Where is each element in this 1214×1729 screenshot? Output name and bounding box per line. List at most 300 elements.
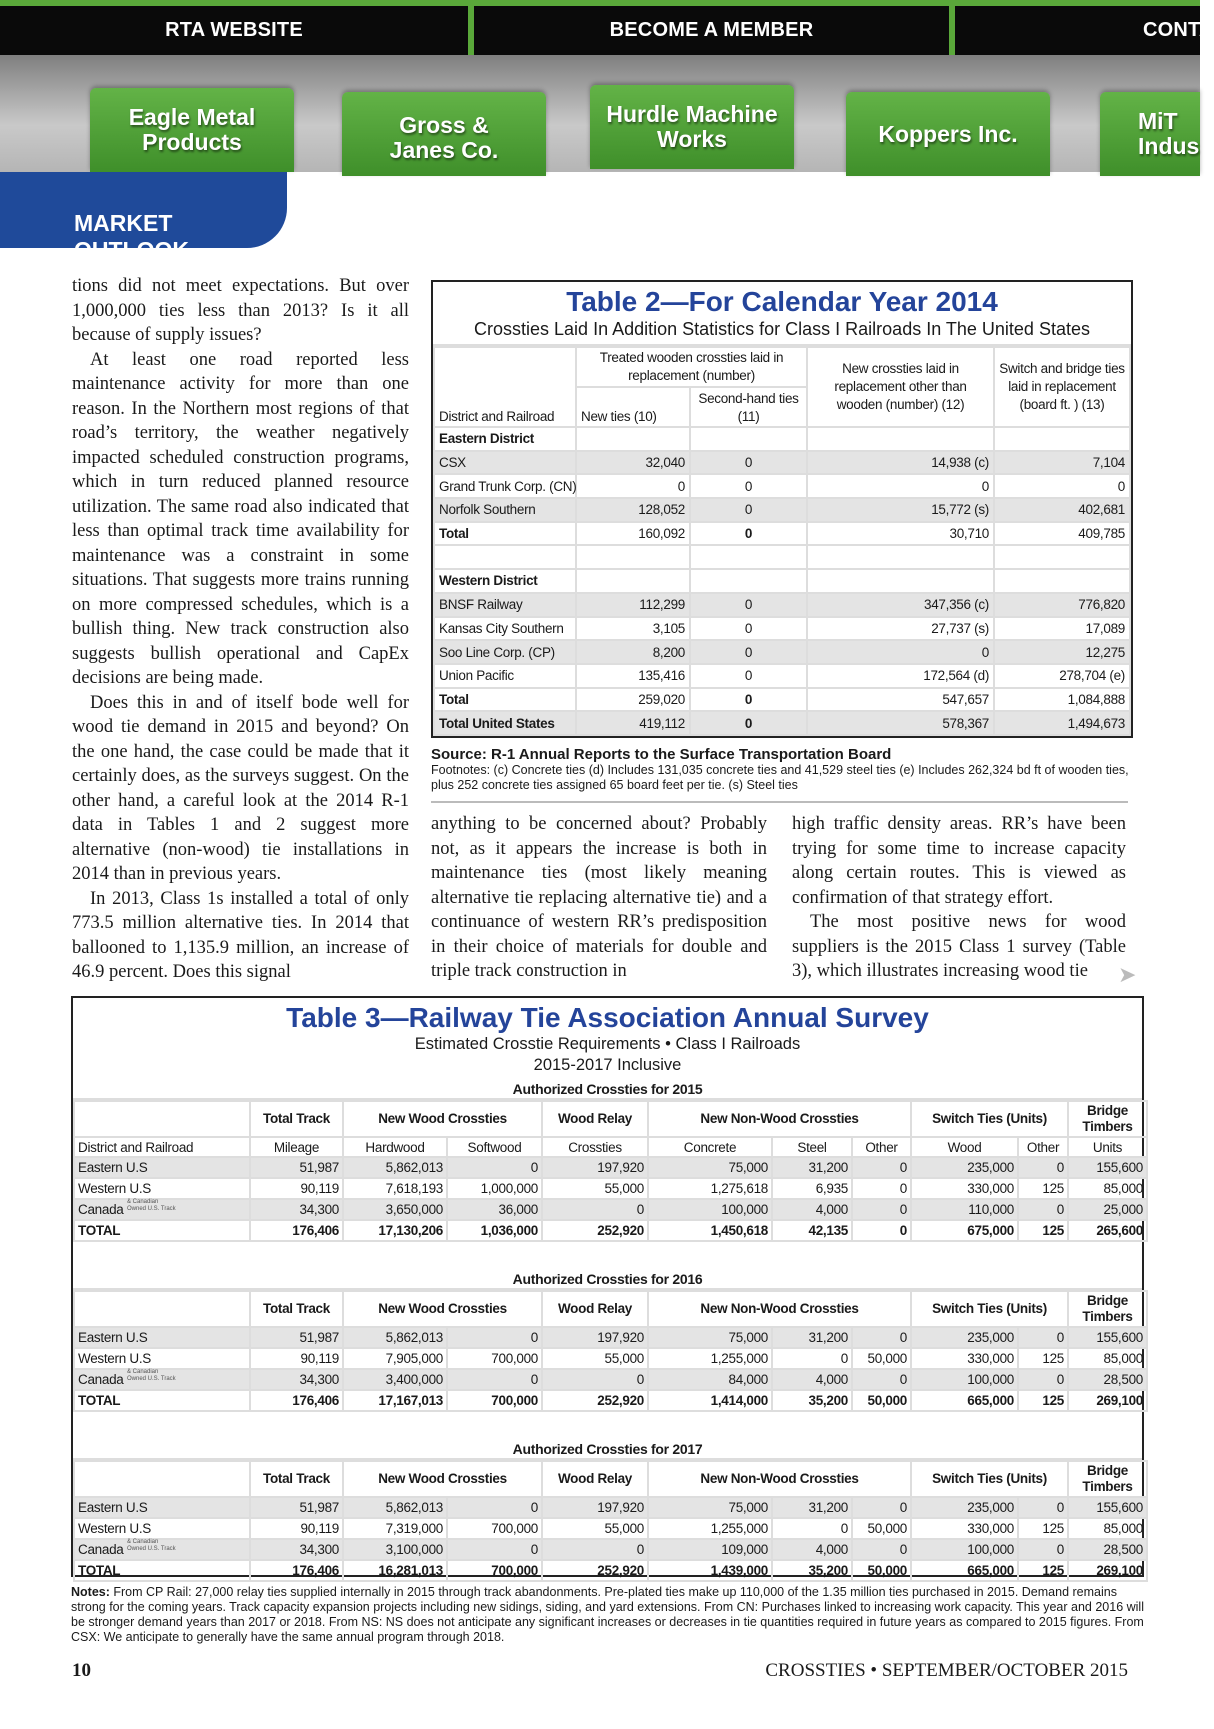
cell: 0 — [1018, 1539, 1068, 1560]
table-3-sections — [73, 1076, 1142, 1582]
section-title: Authorized Crossties for 2016 — [73, 1266, 1142, 1290]
cell: 75,000 — [648, 1327, 772, 1348]
sponsor-label: Works — [657, 126, 727, 152]
cell: 7,104 — [994, 451, 1130, 475]
table-row — [434, 640, 1130, 664]
cell: 665,000 — [911, 1390, 1018, 1411]
cell: 85,000 — [1068, 1348, 1147, 1369]
nav-become-member[interactable]: BECOME A MEMBER — [474, 6, 955, 55]
cell: 85,000 — [1068, 1178, 1147, 1199]
cell: 3,650,000 — [343, 1199, 447, 1220]
cell: 1,439,000 — [648, 1560, 772, 1581]
cell: 31,200 — [772, 1497, 852, 1518]
subheader-row — [74, 1137, 1147, 1157]
table-row — [74, 1327, 1147, 1348]
railroad-name: Eastern U.S — [74, 1327, 250, 1348]
railroad-name — [74, 1369, 250, 1390]
cell: 0 — [852, 1327, 911, 1348]
table-2-source — [431, 746, 1131, 793]
section-title: Authorized Crossties for 2015 — [73, 1076, 1142, 1100]
cell: 0 — [690, 640, 807, 664]
cell: 160,092 — [576, 522, 690, 546]
group-header: New Non-Wood Crossties — [648, 1291, 911, 1327]
table-row — [434, 617, 1130, 641]
table-row — [434, 474, 1130, 498]
sponsor-gross-janes[interactable] — [342, 92, 546, 176]
table-row — [434, 522, 1130, 546]
cell: 1,000,000 — [447, 1178, 542, 1199]
cell: 197,920 — [542, 1497, 648, 1518]
cell: 665,000 — [911, 1560, 1018, 1581]
sponsor-label: MiT — [1138, 108, 1178, 134]
cell: 100,000 — [648, 1199, 772, 1220]
paragraph: tions did not meet expectations. But over 1,000,000 ties less than 2013? Is it all because of supply issues? — [72, 276, 409, 345]
cell: 0 — [690, 711, 807, 735]
sponsor-mitek[interactable] — [1100, 92, 1200, 176]
table-3-subtitle: Estimated Crosstie Requirements • Class I Railroads — [414, 1035, 801, 1053]
railroad-name: Western U.S — [74, 1178, 250, 1199]
group-header: Switch Ties (Units) — [911, 1291, 1068, 1327]
nav-rta-website[interactable]: RTA WEBSITE — [0, 6, 474, 55]
cell: 700,000 — [447, 1560, 542, 1581]
table-row — [434, 451, 1130, 475]
cell: 700,000 — [447, 1390, 542, 1411]
table-3-title: Table 3—Railway Tie Association Annual Survey — [286, 1002, 929, 1033]
group-header: Bridge Timbers — [1068, 1291, 1147, 1327]
group-header: Total Track — [250, 1101, 343, 1137]
cell: 155,600 — [1068, 1497, 1147, 1518]
table-row — [434, 498, 1130, 522]
subheader: Other — [1018, 1137, 1068, 1157]
subheader: Other — [852, 1137, 911, 1157]
cell: 0 — [447, 1369, 542, 1390]
cell: 128,052 — [576, 498, 690, 522]
cell: 235,000 — [911, 1327, 1018, 1348]
sponsor-label: Janes Co. — [389, 137, 499, 163]
railroad-name: Total United States — [434, 711, 576, 735]
table-row — [74, 1348, 1147, 1369]
railroad-name: Soo Line Corp. (CP) — [434, 640, 576, 664]
cell: 90,119 — [250, 1348, 343, 1369]
sponsor-band — [0, 55, 1200, 172]
cell: 269,100 — [1068, 1390, 1147, 1411]
district-label: Western District — [434, 569, 576, 593]
cell: 0 — [772, 1348, 852, 1369]
section-title: Authorized Crossties for 2017 — [73, 1436, 1142, 1460]
sponsor-eagle-metal[interactable] — [90, 88, 294, 172]
cell: 235,000 — [911, 1157, 1018, 1178]
cell: 1,494,673 — [994, 711, 1130, 735]
cell: 252,920 — [542, 1220, 648, 1241]
cell: 0 — [447, 1157, 542, 1178]
cell: 34,300 — [250, 1369, 343, 1390]
group-header: New Non-Wood Crossties — [648, 1461, 911, 1497]
railroad-name: Union Pacific — [434, 664, 576, 688]
cell: 0 — [1018, 1369, 1068, 1390]
subheader: Softwood — [447, 1137, 542, 1157]
cell: 35,200 — [772, 1390, 852, 1411]
left-column — [72, 274, 409, 985]
cell: 12,275 — [994, 640, 1130, 664]
cell: 27,737 (s) — [807, 617, 994, 641]
cell: 155,600 — [1068, 1327, 1147, 1348]
cell: 197,920 — [542, 1327, 648, 1348]
cell: 330,000 — [911, 1178, 1018, 1199]
group-header-row — [74, 1101, 1147, 1137]
cell: 50,000 — [852, 1348, 911, 1369]
cell: 419,112 — [576, 711, 690, 735]
railroad-name: TOTAL — [74, 1390, 250, 1411]
cell: 700,000 — [447, 1518, 542, 1539]
table-row — [434, 593, 1130, 617]
cell: 0 — [807, 474, 994, 498]
cell: 1,450,618 — [648, 1220, 772, 1241]
railroad-name: Total — [434, 522, 576, 546]
railroad-name: Kansas City Southern — [434, 617, 576, 641]
table-row — [434, 711, 1130, 735]
cell: 35,200 — [772, 1560, 852, 1581]
cell: 330,000 — [911, 1348, 1018, 1369]
subheader: Hardwood — [343, 1137, 447, 1157]
cell: 0 — [542, 1369, 648, 1390]
footnotes-text: Footnotes: (c) Concrete ties (d) Includes 131,035 concrete ties and 41,529 steel ties (e) Includes 262,324 bd ft of wooden ties, plus 252 concrete ties assigned 65 board feet per tie. (s) Steel ties — [431, 763, 1129, 792]
cell: 176,406 — [250, 1560, 343, 1581]
source-text: Source: R-1 Annual Reports to the Surface Transportation Board — [431, 746, 892, 763]
railroad-name: Eastern U.S — [74, 1497, 250, 1518]
railroad-name — [74, 1539, 250, 1560]
paragraph: At least one road reported less maintenance activity for more than one reason. In the Northern most regions of that road’s territory, the weather negatively impacted scheduled construction programs, which in turn reduced planned resource utilization. The same road also indicated that less than optimal track time availability for maintenance was a constraint in some situations. That suggests more trains running on more compressed schedules, which is a bullish thing. New track construction also suggests bullish operational and CapEx decisions are being made. — [72, 349, 409, 688]
group-header: Wood Relay — [542, 1101, 648, 1137]
cell: 14,938 (c) — [807, 451, 994, 475]
group-header-row — [74, 1291, 1147, 1327]
cell: 0 — [447, 1327, 542, 1348]
cell: 700,000 — [447, 1348, 542, 1369]
cell: 0 — [1018, 1199, 1068, 1220]
cell: 15,772 (s) — [807, 498, 994, 522]
cell: 0 — [576, 474, 690, 498]
paragraph: anything to be concerned about? Probably not, as it appears the increase is both in maintenance ties (most likely meaning alternative tie replacing alternative tie) and a continuance of western RR’s predisposition in their choice of materials for double and triple track construction in — [431, 814, 767, 981]
cell: 25,000 — [1068, 1199, 1147, 1220]
cell: 347,356 (c) — [807, 593, 994, 617]
group-header: Wood Relay — [542, 1291, 648, 1327]
table-row — [74, 1539, 1147, 1560]
table-3-subtitle: 2015-2017 Inclusive — [533, 1056, 682, 1074]
cell: 6,935 — [772, 1178, 852, 1199]
cell: 34,300 — [250, 1199, 343, 1220]
paragraph: high traffic density areas. RR’s have been trying for some time to increase capacity along certain routes. This is viewed as confirmation of that strategy effort. — [792, 814, 1126, 908]
cell: 55,000 — [542, 1518, 648, 1539]
cell: 0 — [807, 640, 994, 664]
table-3-notes — [71, 1585, 1144, 1645]
cell: 5,862,013 — [343, 1497, 447, 1518]
cell: 125 — [1018, 1348, 1068, 1369]
col-header: Switch and bridge ties laid in replacement (board ft. ) (13) — [994, 347, 1130, 427]
cell: 51,987 — [250, 1497, 343, 1518]
notes-text: From CP Rail: 27,000 relay ties supplied internally in 2015 through track abandonments. Pre-plated ties make up 110,000 of the 1.35 million ties purchased in 2015. Demand remains strong for the coming years. Track capacity expansion projects including new sidings, siding, and yard extensions. From CN: Purchases linked to increasing work capacity. This year and 2016 will be stronger demand years than 2017 or 2018. From NS: NS does not anticipate any significant increases or decreases in tie quantities required in future years as compared to 2015 figures. From CSX: We anticipate to generally have the same annual program through 2018. — [71, 1585, 1144, 1644]
cell: 1,084,888 — [994, 688, 1130, 712]
right-column — [792, 812, 1126, 984]
railroad-label: Canada — [78, 1372, 124, 1387]
cell: 51,987 — [250, 1327, 343, 1348]
cell: 17,089 — [994, 617, 1130, 641]
cell: 31,200 — [772, 1327, 852, 1348]
canada-note: & Canadian Owned U.S. Track — [127, 1369, 176, 1382]
subheader: Concrete — [648, 1137, 772, 1157]
cell: 50,000 — [852, 1518, 911, 1539]
cell: 252,920 — [542, 1390, 648, 1411]
group-header: Switch Ties (Units) — [911, 1461, 1068, 1497]
subheader: Crossties — [542, 1137, 648, 1157]
railroad-name: TOTAL — [74, 1220, 250, 1241]
cell: 0 — [690, 522, 807, 546]
sponsor-label: Products — [142, 129, 242, 155]
cell: 0 — [772, 1518, 852, 1539]
continue-arrow-icon: ➤ — [1118, 962, 1137, 987]
subheader: District and Railroad — [74, 1137, 250, 1157]
railroad-name: Western U.S — [74, 1348, 250, 1369]
cell: 0 — [852, 1199, 911, 1220]
cell: 28,500 — [1068, 1539, 1147, 1560]
cell: 265,600 — [1068, 1220, 1147, 1241]
cell: 176,406 — [250, 1220, 343, 1241]
cell: 0 — [994, 474, 1130, 498]
group-header: Bridge Timbers — [1068, 1101, 1147, 1137]
subheader: Mileage — [250, 1137, 343, 1157]
railroad-name: Total — [434, 688, 576, 712]
sponsor-koppers[interactable] — [846, 92, 1050, 176]
railroad-name: CSX — [434, 451, 576, 475]
cell: 125 — [1018, 1518, 1068, 1539]
cell: 90,119 — [250, 1178, 343, 1199]
cell: 155,600 — [1068, 1157, 1147, 1178]
cell: 1,255,000 — [648, 1518, 772, 1539]
cell: 0 — [690, 664, 807, 688]
railroad-name: Norfolk Southern — [434, 498, 576, 522]
cell: 36,000 — [447, 1199, 542, 1220]
cell: 0 — [852, 1539, 911, 1560]
cell: 112,299 — [576, 593, 690, 617]
cell: 5,862,013 — [343, 1157, 447, 1178]
cell: 7,319,000 — [343, 1518, 447, 1539]
group-header: New Non-Wood Crossties — [648, 1101, 911, 1137]
cell: 0 — [447, 1539, 542, 1560]
cell: 675,000 — [911, 1220, 1018, 1241]
cell: 84,000 — [648, 1369, 772, 1390]
cell: 16,281,013 — [343, 1560, 447, 1581]
cell: 1,255,000 — [648, 1348, 772, 1369]
cell: 0 — [690, 498, 807, 522]
cell: 5,862,013 — [343, 1327, 447, 1348]
group-header: Switch Ties (Units) — [911, 1101, 1068, 1137]
cell: 17,167,013 — [343, 1390, 447, 1411]
canada-note: & Canadian Owned U.S. Track — [127, 1199, 176, 1212]
cell: 50,000 — [852, 1390, 911, 1411]
table-2 — [431, 280, 1133, 738]
group-header: New Wood Crossties — [343, 1291, 542, 1327]
cell: 1,275,618 — [648, 1178, 772, 1199]
divider — [431, 801, 1128, 803]
table-row — [74, 1390, 1147, 1411]
cell: 269,100 — [1068, 1560, 1147, 1581]
sponsor-label: Indus — [1138, 133, 1200, 159]
cell: 172,564 (d) — [807, 664, 994, 688]
cell: 776,820 — [994, 593, 1130, 617]
group-header: Bridge Timbers — [1068, 1461, 1147, 1497]
table-row — [74, 1220, 1147, 1241]
cell: 0 — [690, 617, 807, 641]
table-row — [434, 688, 1130, 712]
canada-note: & Canadian Owned U.S. Track — [127, 1539, 176, 1552]
cell: 0 — [447, 1497, 542, 1518]
cell: 1,414,000 — [648, 1390, 772, 1411]
cell: 0 — [852, 1178, 911, 1199]
table-3 — [71, 996, 1144, 1577]
railroad-name: TOTAL — [74, 1560, 250, 1581]
railroad-label: Canada — [78, 1542, 124, 1557]
cell: 125 — [1018, 1178, 1068, 1199]
table-row — [434, 664, 1130, 688]
cell: 110,000 — [911, 1199, 1018, 1220]
cell: 32,040 — [576, 451, 690, 475]
railroad-name — [74, 1199, 250, 1220]
cell: 0 — [852, 1157, 911, 1178]
cell: 578,367 — [807, 711, 994, 735]
cell: 85,000 — [1068, 1518, 1147, 1539]
cell: 0 — [1018, 1497, 1068, 1518]
cell: 7,618,193 — [343, 1178, 447, 1199]
railroad-label: Canada — [78, 1202, 124, 1217]
cell: 135,416 — [576, 664, 690, 688]
sponsor-label: Hurdle Machine — [606, 101, 778, 127]
cell: 409,785 — [994, 522, 1130, 546]
paragraph: The most positive news for wood suppliers is the 2015 Class 1 survey (Table 3), which illustrates increasing wood tie — [792, 912, 1126, 981]
group-header: New Wood Crossties — [343, 1101, 542, 1137]
group-header: Total Track — [250, 1291, 343, 1327]
page-number: 10 — [72, 1660, 91, 1681]
cell: 100,000 — [911, 1369, 1018, 1390]
cell: 0 — [690, 451, 807, 475]
sponsor-label: Koppers Inc. — [878, 120, 1018, 147]
railroad-name: Grand Trunk Corp. (CN) — [434, 474, 576, 498]
group-header: Total Track — [250, 1461, 343, 1497]
paragraph: Does this in and of itself bode well for wood tie demand in 2015 and beyond? On the one hand, the case could be made that it certainly does, as the surveys suggest. On the other hand, a careful look at the 2014 R-1 data in Tables 1 and 2 suggest more alternative (non-wood) tie installations in 2014 than in previous years. — [72, 692, 409, 884]
cell: 0 — [690, 474, 807, 498]
cell: 8,200 — [576, 640, 690, 664]
cell: 109,000 — [648, 1539, 772, 1560]
railroad-name: BNSF Railway — [434, 593, 576, 617]
cell: 0 — [690, 688, 807, 712]
table-2-subtitle: Crossties Laid In Addition Statistics for Class I Railroads In The United States — [433, 318, 1131, 346]
cell: 51,987 — [250, 1157, 343, 1178]
railroad-name: Eastern U.S — [74, 1157, 250, 1178]
cell: 4,000 — [772, 1369, 852, 1390]
cell: 0 — [852, 1497, 911, 1518]
table-row — [74, 1560, 1147, 1581]
cell: 330,000 — [911, 1518, 1018, 1539]
cell: 55,000 — [542, 1348, 648, 1369]
col-header: New ties (10) — [576, 387, 690, 427]
cell: 235,000 — [911, 1497, 1018, 1518]
railroad-name: Western U.S — [74, 1518, 250, 1539]
cell: 3,105 — [576, 617, 690, 641]
paragraph: In 2013, Class 1s installed a total of only 773.5 million alternative ties. In 2014 that ballooned to 1,135.9 million, an increase of 46.9 percent. Does this signal — [72, 888, 409, 982]
col-header: New crossties laid in replacement other than wooden (number) (12) — [807, 347, 994, 427]
cell: 30,710 — [807, 522, 994, 546]
group-header: Wood Relay — [542, 1461, 648, 1497]
cell: 252,920 — [542, 1560, 648, 1581]
cell: 125 — [1018, 1390, 1068, 1411]
table-row — [74, 1518, 1147, 1539]
table-row — [74, 1497, 1147, 1518]
cell: 197,920 — [542, 1157, 648, 1178]
cell: 4,000 — [772, 1199, 852, 1220]
survey-table-2017 — [73, 1460, 1148, 1582]
table-2-title: Table 2—For Calendar Year 2014 — [566, 286, 998, 317]
cell: 0 — [1018, 1157, 1068, 1178]
notes-label: Notes: — [71, 1585, 110, 1599]
cell: 547,657 — [807, 688, 994, 712]
publication-footer: CROSSTIES • SEPTEMBER/OCTOBER 2015 — [765, 1660, 1128, 1681]
cell: 0 — [542, 1539, 648, 1560]
middle-column — [431, 812, 767, 984]
cell: 0 — [852, 1220, 911, 1241]
cell: 259,020 — [576, 688, 690, 712]
top-nav — [0, 0, 1214, 55]
col-header-group: Treated wooden crossties laid in replacement (number) — [576, 347, 807, 387]
col-header: District and Railroad — [434, 347, 576, 427]
cell: 0 — [542, 1199, 648, 1220]
cell: 0 — [690, 593, 807, 617]
cell: 0 — [852, 1369, 911, 1390]
cell: 3,400,000 — [343, 1369, 447, 1390]
sponsor-label: Eagle Metal — [128, 104, 256, 130]
cell: 125 — [1018, 1560, 1068, 1581]
subheader: Steel — [772, 1137, 852, 1157]
survey-table-2016 — [73, 1290, 1148, 1412]
table-row — [74, 1157, 1147, 1178]
cell: 17,130,206 — [343, 1220, 447, 1241]
cell: 75,000 — [648, 1497, 772, 1518]
cell: 90,119 — [250, 1518, 343, 1539]
cell: 0 — [1018, 1327, 1068, 1348]
cell: 55,000 — [542, 1178, 648, 1199]
survey-table-2015 — [73, 1100, 1148, 1242]
cell: 3,100,000 — [343, 1539, 447, 1560]
subheader: Wood — [911, 1137, 1018, 1157]
sponsor-hurdle-machine[interactable] — [590, 85, 794, 169]
group-header: New Wood Crossties — [343, 1461, 542, 1497]
cell: 1,036,000 — [447, 1220, 542, 1241]
cell: 31,200 — [772, 1157, 852, 1178]
section-tab: MARKET OUTLOOK — [0, 172, 287, 248]
cell: 50,000 — [852, 1560, 911, 1581]
cell: 42,135 — [772, 1220, 852, 1241]
cell: 100,000 — [911, 1539, 1018, 1560]
cell: 7,905,000 — [343, 1348, 447, 1369]
district-label: Eastern District — [434, 427, 576, 451]
nav-contact[interactable]: CONTA — [1143, 19, 1214, 41]
table-row — [74, 1199, 1147, 1220]
table-row — [74, 1178, 1147, 1199]
cell: 4,000 — [772, 1539, 852, 1560]
table-row — [74, 1369, 1147, 1390]
cell: 176,406 — [250, 1390, 343, 1411]
subheader: Units — [1068, 1137, 1147, 1157]
cell: 278,704 (e) — [994, 664, 1130, 688]
sponsor-label: Gross & — [399, 112, 489, 138]
cell: 402,681 — [994, 498, 1130, 522]
cell: 75,000 — [648, 1157, 772, 1178]
